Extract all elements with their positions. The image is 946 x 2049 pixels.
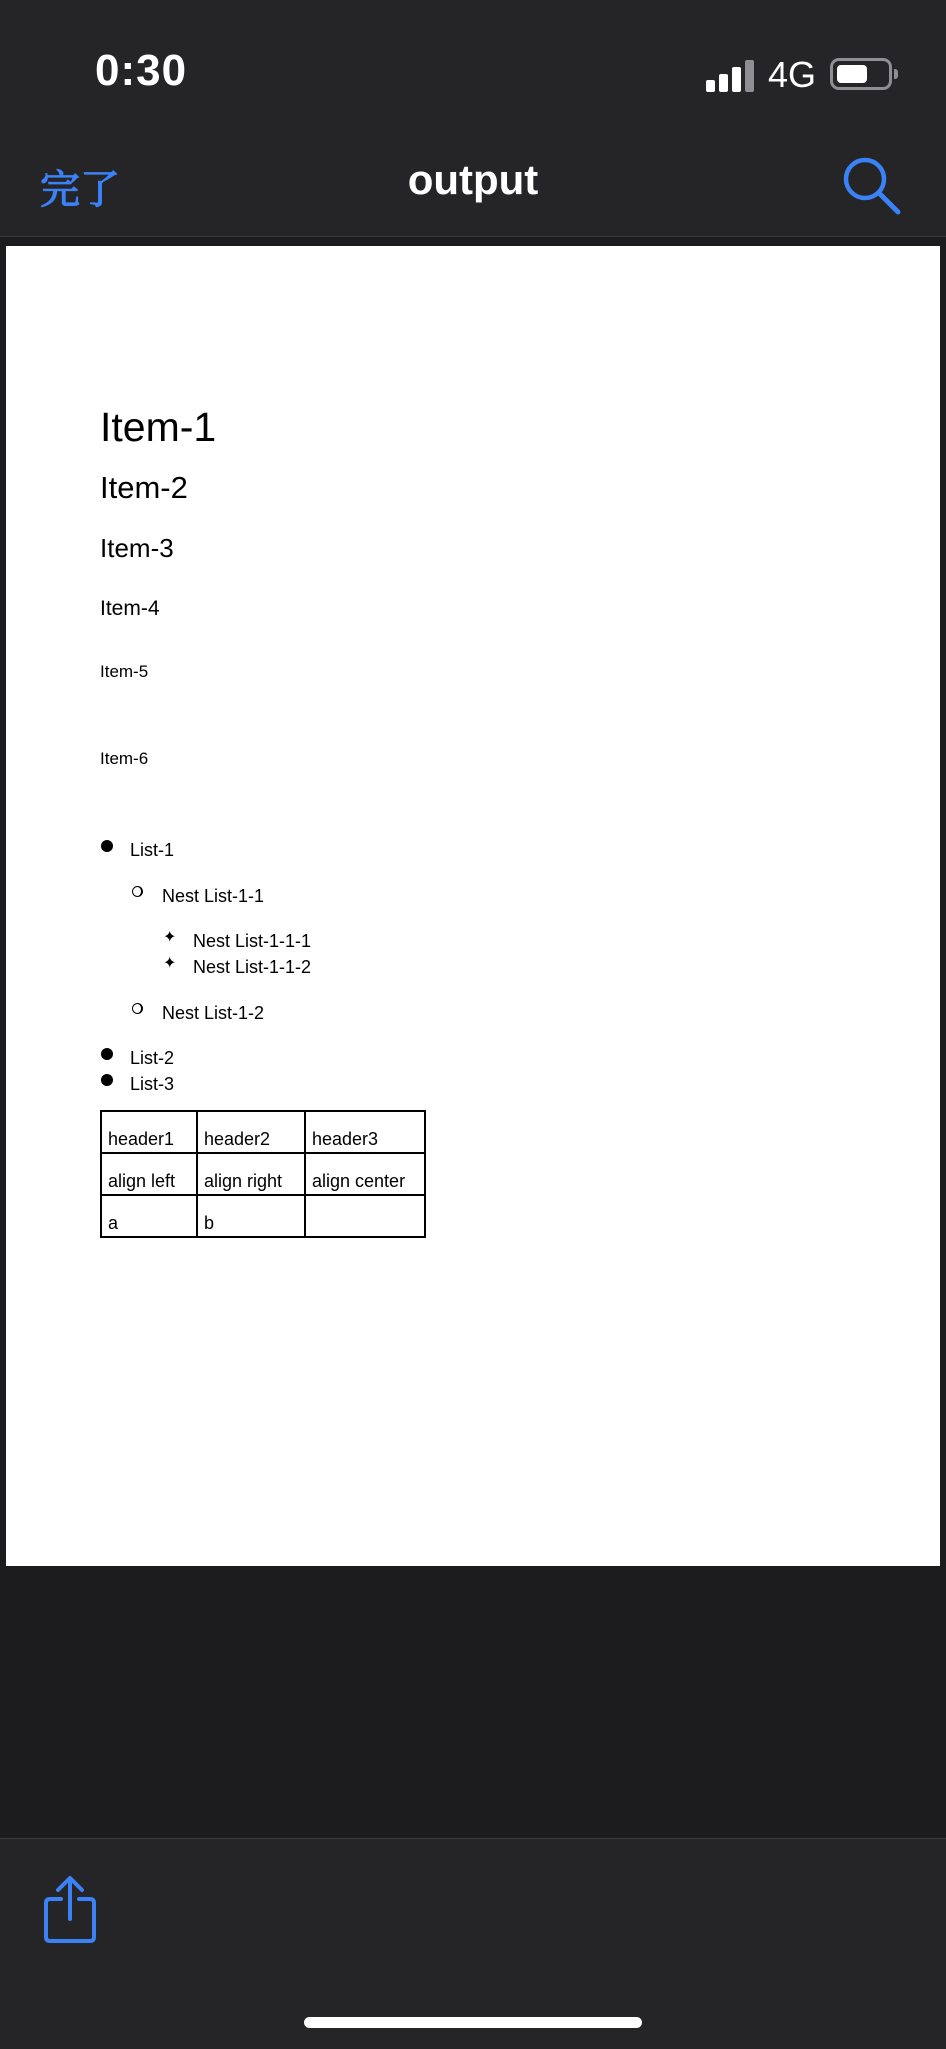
signal-bars-icon xyxy=(706,60,754,92)
list-item-2: List-2 xyxy=(130,1048,175,1068)
table-cell: header3 xyxy=(305,1111,425,1153)
nest-list-item-1-2: Nest List-1-2 xyxy=(162,1003,265,1023)
circle-bullet-icon xyxy=(132,1003,143,1014)
table-cell xyxy=(305,1195,425,1237)
heading-1: Item-1 xyxy=(100,404,217,450)
nav-bar xyxy=(0,136,946,237)
nest-list-item-1-1: Nest List-1-1 xyxy=(162,886,265,906)
bullet-icon xyxy=(101,1074,113,1086)
bullet-icon xyxy=(101,1048,113,1060)
table-cell: align left xyxy=(101,1153,197,1195)
table-row xyxy=(101,1111,425,1153)
heading-5: Item-5 xyxy=(100,662,149,681)
heading-2: Item-2 xyxy=(100,470,188,505)
table-cell: header2 xyxy=(197,1111,305,1153)
share-icon xyxy=(42,1875,98,1945)
list-item-1: List-1 xyxy=(130,840,175,860)
search-button[interactable] xyxy=(840,154,904,218)
search-icon xyxy=(840,154,904,218)
heading-6: Item-6 xyxy=(100,749,149,768)
data-table xyxy=(100,1110,426,1238)
star-bullet-icon: ✦ xyxy=(163,929,177,946)
status-bar xyxy=(0,0,946,136)
share-button[interactable] xyxy=(42,1875,98,1945)
table-cell: b xyxy=(197,1195,305,1237)
table-cell: align center xyxy=(305,1153,425,1195)
status-time: 0:30 xyxy=(95,46,188,95)
battery-icon xyxy=(830,58,892,90)
table-cell: header1 xyxy=(101,1111,197,1153)
heading-3: Item-3 xyxy=(100,533,174,563)
list-item-3: List-3 xyxy=(130,1074,175,1094)
table-cell: align right xyxy=(197,1153,305,1195)
table-row xyxy=(101,1195,425,1237)
document-page xyxy=(6,246,940,1566)
nest-list-item-1-1-1: Nest List-1-1-1 xyxy=(193,931,312,951)
home-indicator xyxy=(304,2017,642,2028)
network-type: 4G xyxy=(768,54,817,95)
star-bullet-icon: ✦ xyxy=(163,955,177,972)
table-cell: a xyxy=(101,1195,197,1237)
table-row xyxy=(101,1153,425,1195)
bullet-icon xyxy=(101,840,113,852)
nest-list-item-1-1-2: Nest List-1-1-2 xyxy=(193,957,312,977)
page-title: output xyxy=(407,156,539,203)
heading-4: Item-4 xyxy=(100,597,160,620)
bottom-toolbar xyxy=(0,1838,946,2049)
done-button[interactable]: 完了 xyxy=(40,158,120,215)
circle-bullet-icon xyxy=(132,886,143,897)
